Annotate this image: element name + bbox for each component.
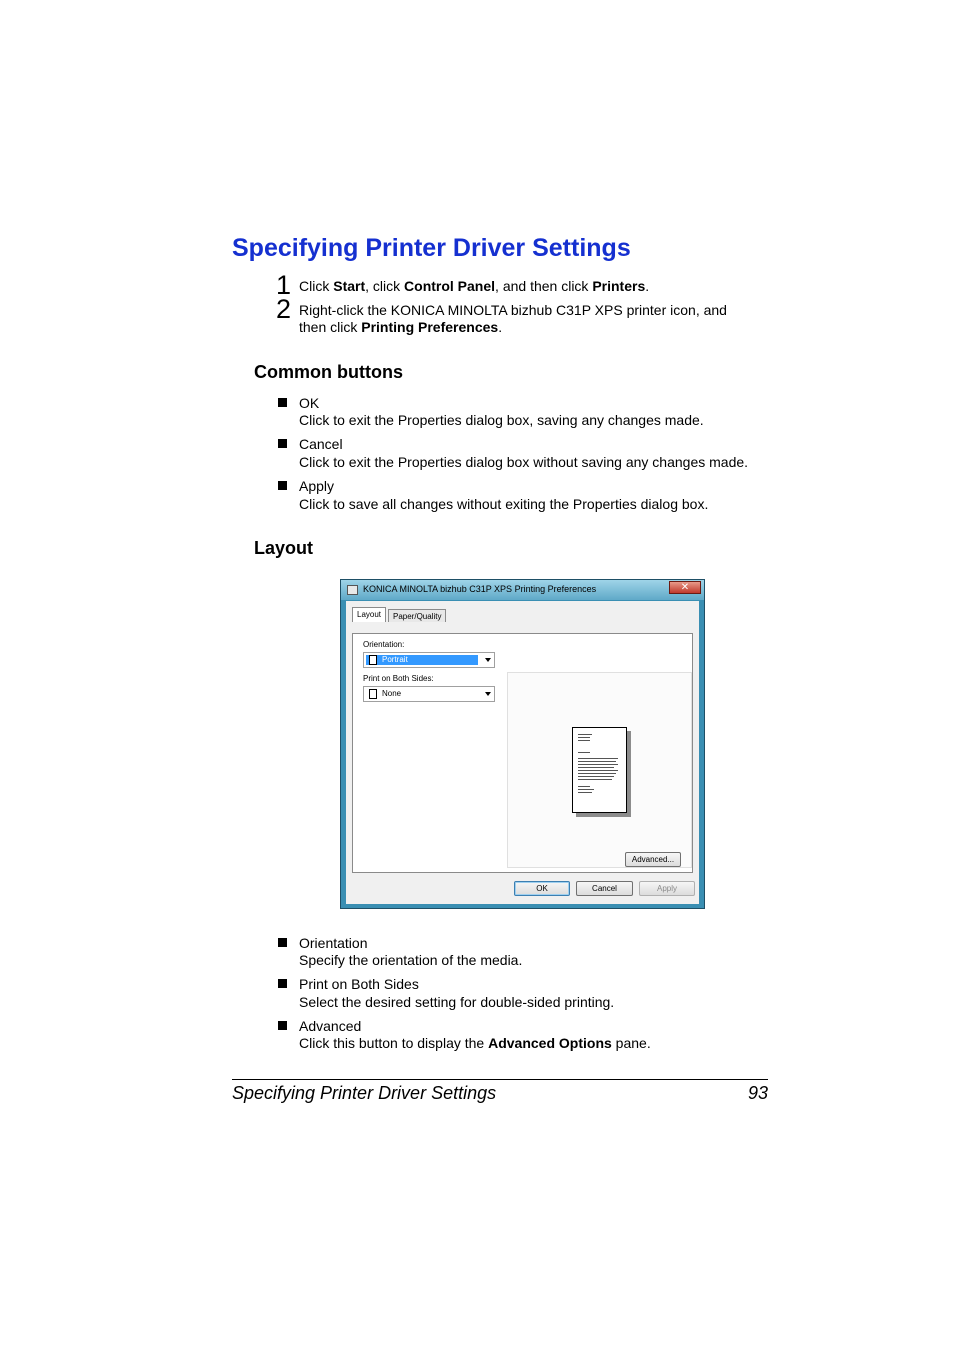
chevron-down-icon (485, 692, 491, 696)
bullet-icon (278, 398, 287, 407)
close-icon[interactable]: ✕ (669, 581, 701, 594)
page-number: 93 (747, 1083, 768, 1103)
ok-item-desc: Click to exit the Properties dialog box, saving any changes made. (299, 412, 704, 428)
orientation-item-title: Orientation (299, 935, 368, 951)
dialog-title: KONICA MINOLTA bizhub C31P XPS Printing Preferences (363, 584, 597, 594)
orientation-label: Orientation: (363, 640, 405, 649)
advanced-item-desc: Click this button to display the Advanced Options pane. (299, 1035, 651, 1051)
layout-panel (352, 633, 693, 873)
bullet-icon (278, 481, 287, 490)
step-number-2: 2 (276, 294, 292, 324)
page-title: Specifying Printer Driver Settings (232, 234, 631, 262)
footer-title: Specifying Printer Driver Settings (232, 1083, 497, 1103)
step-2-text: Right-click the KONICA MINOLTA bizhub C31P XPS printer icon, and then click Printing Preferences. (299, 302, 727, 335)
page-preview-icon (572, 727, 627, 813)
printer-icon (347, 585, 358, 595)
apply-item-title: Apply (299, 478, 335, 494)
bullet-icon (278, 979, 287, 988)
layout-heading: Layout (254, 538, 314, 558)
bullet-icon (278, 1021, 287, 1030)
dialog-titlebar[interactable] (341, 580, 704, 600)
ok-button[interactable]: OK (514, 881, 570, 896)
layout-preview (507, 672, 692, 868)
page-icon (369, 689, 377, 699)
step-1-text: Click Start, click Control Panel, and then click Printers. (299, 278, 650, 294)
tab-layout[interactable]: Layout (352, 607, 386, 622)
cancel-item-title: Cancel (299, 436, 343, 452)
chevron-down-icon (485, 658, 491, 662)
advanced-button[interactable]: Advanced... (625, 852, 681, 867)
apply-item-desc: Click to save all changes without exiting the Properties dialog box. (299, 496, 709, 512)
both-sides-label: Print on Both Sides: (363, 674, 434, 683)
both-sides-value: None (382, 689, 402, 698)
bullet-icon (278, 439, 287, 448)
step-number-1: 1 (276, 270, 292, 300)
bullet-icon (278, 938, 287, 947)
both-sides-select[interactable] (363, 686, 495, 702)
printing-preferences-dialog (340, 579, 705, 909)
ok-item-title: OK (299, 395, 320, 411)
orientation-select[interactable] (363, 652, 495, 668)
dialog-body (346, 601, 699, 904)
both-sides-item-title: Print on Both Sides (299, 976, 419, 992)
orientation-item-desc: Specify the orientation of the media. (299, 952, 523, 968)
apply-button[interactable]: Apply (639, 881, 695, 896)
orientation-value: Portrait (382, 655, 408, 664)
tab-paper-quality[interactable]: Paper/Quality (388, 609, 446, 622)
both-sides-item-desc: Select the desired setting for double-sided printing. (299, 994, 615, 1010)
cancel-item-desc: Click to exit the Properties dialog box without saving any changes made. (299, 454, 749, 470)
cancel-button[interactable]: Cancel (576, 881, 633, 896)
advanced-item-title: Advanced (299, 1018, 362, 1034)
footer-divider (232, 1079, 768, 1080)
portrait-icon (369, 655, 377, 665)
common-buttons-heading: Common buttons (254, 362, 403, 382)
